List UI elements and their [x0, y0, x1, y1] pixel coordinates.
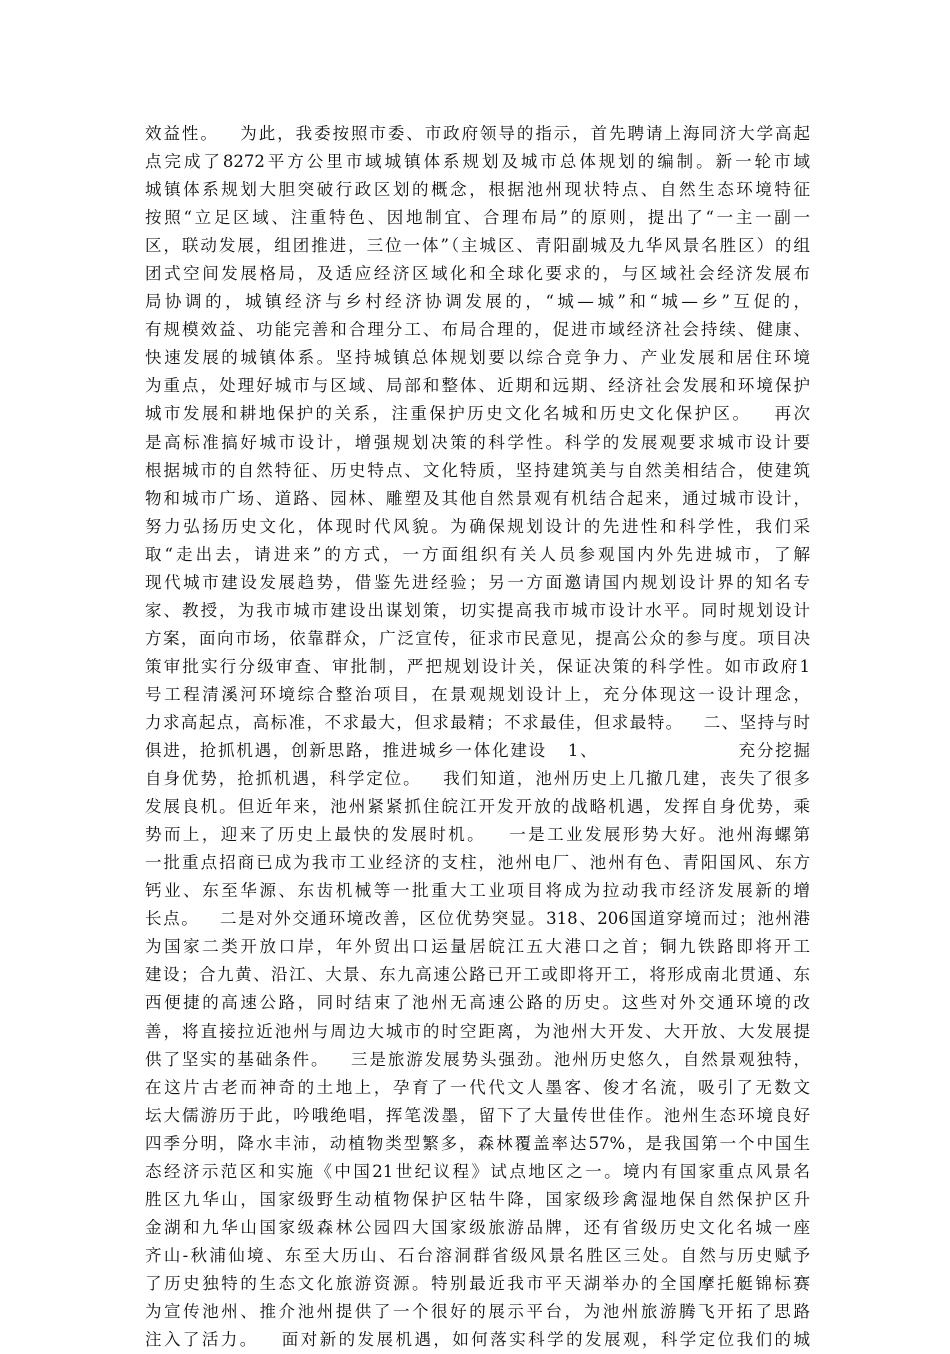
- text-line: 物和城市广场、道路、园林、雕塑及其他自然景观有机结合起来，通过城市设计，: [145, 488, 810, 508]
- text-line: 金湖和九华山国家级森林公园四大国家级旅游品牌，还有省级历史文化名城一座: [145, 1217, 810, 1237]
- text-line: 四季分明，降水丰沛，动植物类型繁多，森林覆盖率达57%，是我国第一个中国生: [145, 1133, 810, 1153]
- text-line: 按照“立足区域、注重特色、因地制宜、合理布局”的原则，提出了“一主一副一: [145, 208, 810, 228]
- text-line: 快速发展的城镇体系。坚持城镇总体规划要以综合竞争力、产业发展和居住环境: [145, 348, 810, 368]
- text-line: 城市发展和耕地保护的关系，注重保护历史文化名城和历史文化保护区。 再次: [145, 404, 810, 424]
- text-line: 家、教授，为我市城市建设出谋划策，切实提高我市城市设计水平。同时规划设计: [145, 600, 810, 620]
- text-line: 努力弘扬历史文化，体现时代风貌。为确保规划设计的先进性和科学性，我们采: [145, 516, 810, 536]
- text-line: 为宣传池州、推介池州提供了一个很好的展示平台，为池州旅游腾飞开拓了思路: [145, 1301, 810, 1321]
- text-line: 一批重点招商已成为我市工业经济的支柱，池州电厂、池州有色、青阳国风、东方: [145, 853, 810, 873]
- text-line: 注入了活力。 面对新的发展机遇，如何落实科学的发展观，科学定位我们的城: [145, 1330, 810, 1350]
- text-line: 有规模效益、功能完善和合理分工、布局合理的，促进市域经济社会持续、健康、: [145, 320, 810, 340]
- text-line: 齐山-秋浦仙境、东至大历山、石台溶洞群省级风景名胜区三处。自然与历史赋予: [145, 1245, 810, 1265]
- text-line: 长点。 二是对外交通环境改善，区位优势突显。318、206国道穿境而过；池州港: [145, 909, 810, 929]
- text-line: 根据城市的自然特征、历史特点、文化特质，坚持建筑美与自然美相结合，使建筑: [145, 460, 810, 480]
- text-line: 俱进，抢抓机遇，创新思路，推进城乡一体化建设 1、 充分挖掘: [145, 741, 810, 761]
- text-line: 供了坚实的基础条件。 三是旅游发展势头强劲。池州历史悠久，自然景观独特，: [145, 1049, 810, 1069]
- text-line: 号工程清溪河环境综合整治项目，在景观规划设计上，充分体现这一设计理念，: [145, 684, 810, 704]
- text-line: 城镇体系规划大胆突破行政区划的概念，根据池州现状特点、自然生态环境特征: [145, 180, 810, 200]
- text-line: 力求高起点，高标准，不求最大，但求最精；不求最佳，但求最特。 二、坚持与时: [145, 712, 810, 732]
- text-line: 局协调的，城镇经济与乡村经济协调发展的，“城—城”和“城—乡”互促的，: [145, 292, 810, 312]
- text-line: 自身优势，抢抓机遇，科学定位。 我们知道，池州历史上几撤几建，丧失了很多: [145, 769, 810, 789]
- text-line: 建设；合九黄、沿江、大景、东九高速公路已开工或即将开工，将形成南北贯通、东: [145, 965, 810, 985]
- text-line: 胜区九华山，国家级野生动植物保护区牯牛降，国家级珍禽湿地保自然保护区升: [145, 1189, 810, 1209]
- body-text: [145, 120, 810, 1354]
- text-line: 坛大儒游历于此，吟哦绝唱，挥笔泼墨，留下了大量传世佳作。池州生态环境良好: [145, 1105, 810, 1125]
- text-line: 发展良机。但近年来，池州紧紧抓住皖江开发开放的战略机遇，发挥自身优势，乘: [145, 797, 810, 817]
- text-line: 善，将直接拉近池州与周边大城市的时空距离，为池州大开发、大开放、大发展提: [145, 1021, 810, 1041]
- text-line: 点完成了8272平方公里市域城镇体系规划及城市总体规划的编制。新一轮市域: [145, 152, 810, 172]
- text-line: 了历史独特的生态文化旅游资源。特别最近我市平天湖举办的全国摩托艇锦标赛: [145, 1273, 810, 1293]
- text-line: 西便捷的高速公路，同时结束了池州无高速公路的历史。这些对外交通环境的改: [145, 993, 810, 1013]
- text-line: 区，联动发展，组团推进，三位一体”（主城区、青阳副城及九华风景名胜区）的组: [145, 236, 810, 256]
- text-line: 现代城市建设发展趋势，借鉴先进经验；另一方面邀请国内规划设计界的知名专: [145, 572, 810, 592]
- text-line: 势而上，迎来了历史上最快的发展时机。 一是工业发展形势大好。池州海螺第: [145, 825, 810, 845]
- text-line: 是高标准搞好城市设计，增强规划决策的科学性。科学的发展观要求城市设计要: [145, 432, 810, 452]
- text-line: 态经济示范区和实施《中国21世纪议程》试点地区之一。境内有国家重点风景名: [145, 1161, 810, 1181]
- text-line: 为重点，处理好城市与区域、局部和整体、近期和远期、经济社会发展和环境保护: [145, 376, 810, 396]
- text-line: 团式空间发展格局，及适应经济区域化和全球化要求的，与区域社会经济发展布: [145, 264, 810, 284]
- text-line: 在这片古老而神奇的土地上，孕育了一代代文人墨客、俊才名流，吸引了无数文: [145, 1077, 810, 1097]
- text-line: 方案，面向市场，依靠群众，广泛宣传，征求市民意见，提高公众的参与度。项目决: [145, 628, 810, 648]
- text-line: 为国家二类开放口岸，年外贸出口运量居皖江五大港口之首；铜九铁路即将开工: [145, 937, 810, 957]
- text-line: 取“走出去，请进来”的方式，一方面组织有关人员参观国内外先进城市，了解: [145, 544, 810, 564]
- text-line: 策审批实行分级审查、审批制，严把规划设计关，保证决策的科学性。如市政府1: [145, 656, 810, 676]
- text-line: 效益性。 为此，我委按照市委、市政府领导的指示，首先聘请上海同济大学高起: [145, 124, 810, 143]
- text-line: 钙业、东至华源、东齿机械等一批重大工业项目将成为拉动我市经济发展新的增: [145, 881, 810, 901]
